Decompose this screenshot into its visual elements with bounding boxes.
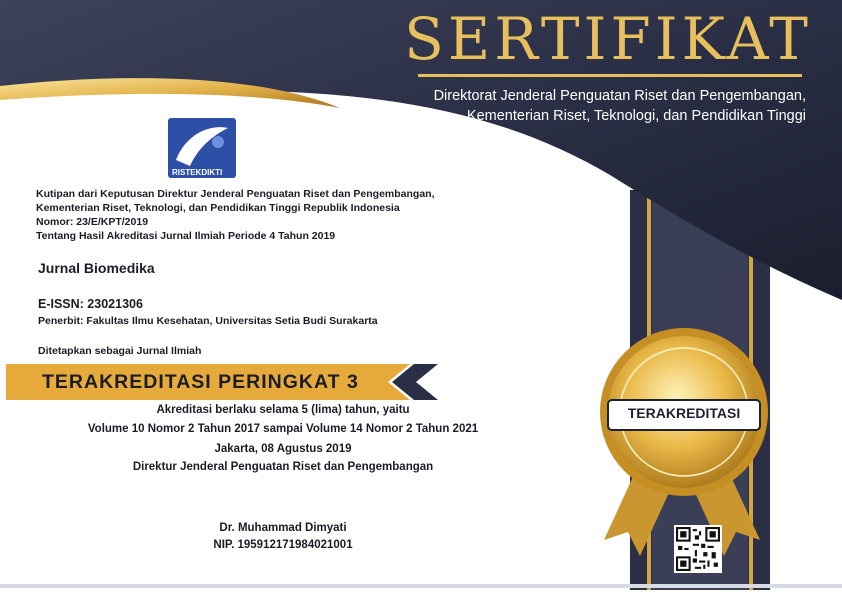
- decree-line-1: Kutipan dari Keputusan Direktur Jenderal Penguatan Riset dan Pengembangan,: [36, 188, 435, 200]
- accreditation-validity: Akreditasi berlaku selama 5 (lima) tahun, yaitu: [156, 404, 410, 416]
- decree-subject: Tentang Hasil Akreditasi Jurnal Ilmiah Periode 4 Tahun 2019: [36, 230, 336, 242]
- signatory-position: Direktur Jenderal Penguatan Riset dan Pengembangan: [132, 461, 434, 473]
- accreditation-rank: TERAKREDITASI PERINGKAT 3: [42, 371, 359, 393]
- accreditation-volumes: Volume 10 Nomor 2 Tahun 2017 sampai Volume 14 Nomor 2 Tahun 2021: [87, 423, 479, 435]
- signatory-nip: NIP. 195912171984021001: [213, 539, 353, 551]
- issuer-line-2: Kementerian Riset, Teknologi, dan Pendidikan Tinggi: [466, 108, 806, 124]
- journal-designation: Ditetapkan sebagai Jurnal Ilmiah: [38, 345, 202, 357]
- title-underline: [418, 74, 802, 77]
- place-date: Jakarta, 08 Agustus 2019: [214, 443, 352, 455]
- certificate-title: SERTIFIKAT: [404, 5, 812, 73]
- journal-publisher: Penerbit: Fakultas Ilmu Kesehatan, Universitas Setia Budi Surakarta: [38, 315, 378, 327]
- journal-name: Jurnal Biomedika: [38, 260, 155, 276]
- logo-text: RISTEKDIKTI: [172, 168, 223, 177]
- signatory-name: Dr. Muhammad Dimyati: [219, 522, 347, 534]
- journal-eissn: E-ISSN: 23021306: [38, 297, 143, 311]
- qr-code: [674, 525, 722, 573]
- decree-number: Nomor: 23/E/KPT/2019: [36, 216, 149, 228]
- issuer-line-1: Direktorat Jenderal Penguatan Riset dan Pengembangan,: [433, 88, 806, 104]
- seal-label: TERAKREDITASI: [627, 405, 741, 421]
- decree-line-2: Kementerian Riset, Teknologi, dan Pendidikan Tinggi Republik Indonesia: [36, 202, 400, 214]
- bottom-border: [0, 584, 842, 588]
